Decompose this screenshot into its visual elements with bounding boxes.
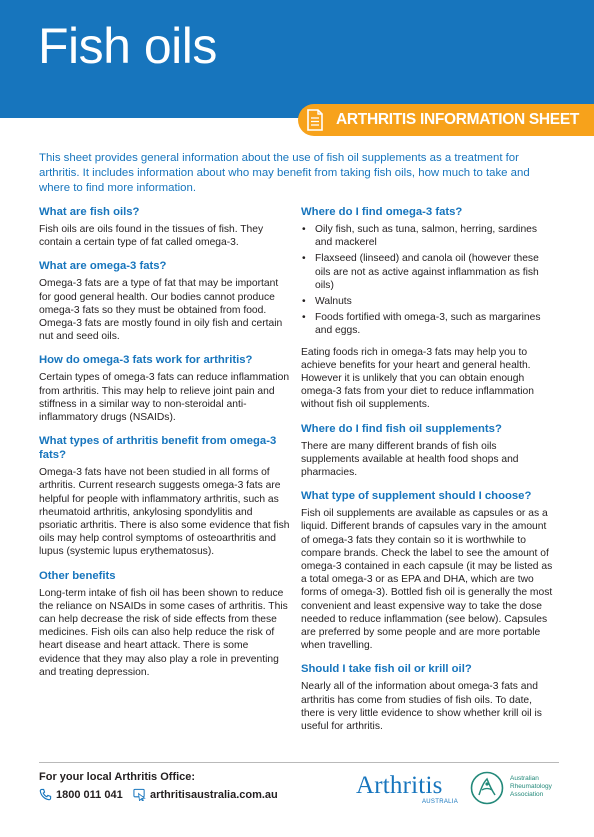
section-text: Nearly all of the information about omega-3 fats and arthritis has come from studies of fish oils. To date, there is very little evidence to show whether krill oil is useful for arthritis. [301, 681, 542, 733]
section-heading: Where do I find omega-3 fats? [301, 206, 463, 218]
list-item-text: Flaxseed (linseed) and canola oil (however these oils are not as active against inflammation as fish oils) [315, 253, 539, 291]
section-text: Omega-3 fats are a type of fat that may be important for good general health. Our bodies cannot produce omega-3 fats so they must be obtained from food. Omega-3 fats are mostly found in oily fish and certain nut and seed oils. [39, 278, 283, 343]
list-item [301, 295, 553, 308]
bullet: • [302, 253, 306, 265]
ara-emblem-icon [470, 771, 504, 805]
list-item-text: Walnuts [315, 296, 352, 308]
section-text: Eating foods rich in omega-3 fats may help you to achieve benefits for your heart and general health. However it is unlikely that you can obtain enough omega-3 fats from your diet to reduce inflammation without fish oil supplements. [301, 346, 534, 411]
page-title: Fish oils [38, 18, 217, 74]
phone-number: 1800 011 041 [56, 788, 123, 801]
bullet: • [302, 224, 306, 235]
banner-label: ARTHRITIS INFORMATION SHEET [336, 111, 580, 128]
document-icon [306, 109, 324, 131]
footer-label: For your local Arthritis Office: [39, 771, 196, 783]
ara-logo [470, 771, 580, 811]
section-heading: How do omega-3 fats work for arthritis? [39, 354, 253, 367]
web-pointer-icon [133, 788, 146, 801]
left-column [39, 205, 291, 689]
section-text: Fish oil supplements are available as capsules or as a liquid. Different brands of capsules vary in the amount of omega-3 fats they contain so it is worthwhile to compare brands. Check the label to see the amount of omega-3 contained in each capsule (it may be listed as a total omega-3 or as EPA and DHA, which are two forms of omega-3). Bottled fish oil is generally the most convenient and least expensive way to take the dose needed to reduce inflammation (see below). Capsules are preferred by some people and are more portable when travelling. [301, 508, 553, 652]
info-sheet-banner [298, 104, 594, 136]
section-heading: Where do I find fish oil supplements? [301, 422, 502, 435]
ara-line: Australian [510, 775, 539, 782]
arthritis-australia-logo [356, 772, 460, 810]
section-heading: What types of arthritis benefit from omega-3 fats? [39, 435, 277, 462]
section-heading: What are fish oils? [39, 206, 140, 218]
section-heading: Other benefits [39, 569, 116, 582]
intro-paragraph: This sheet provides general information about the use of fish oil supplements as a treatment for arthritis. It includes information about who may benefit from taking fish oils, how much to take and where to find more information. [39, 152, 530, 194]
logo-subtitle: AUSTRALIA [422, 799, 459, 805]
right-column [301, 205, 553, 743]
ara-line: Rheumatology [510, 783, 552, 790]
section-text: Long-term intake of fish oil has been shown to reduce the reliance on NSAIDs in some cases of arthritis. This can help decrease the risk of side effects from these medicines. Fish oils can also help reduce the risk of heart disease and heart attack. There is some evidence that they may also play a role in preventing and treating depression. [39, 587, 288, 678]
section-text: Certain types of omega-3 fats can reduce inflammation from arthritis. This may help to relieve joint pain and stiffness in a similar way to non-steroidal anti-inflammatory drugs (NSAIDs). [39, 372, 290, 424]
section-heading: What are omega-3 fats? [39, 260, 167, 273]
bullet: • [302, 312, 306, 324]
phone-contact[interactable] [39, 788, 123, 801]
header-band [0, 0, 594, 118]
list-item [301, 223, 553, 249]
ara-line: Association [510, 791, 544, 798]
section-text: Omega-3 fats have not been studied in all forms of arthritis. Current research suggests omega-3 fats are helpful for people with inflammatory arthritis, such as rheumatoid arthritis, ankylosing spondylitis and psoriatic arthritis. There is also some evidence that fish oils may help control symptoms of osteoarthritis and lupus (systemic lupus erythematosus). [39, 467, 290, 558]
list-item [301, 252, 553, 292]
section-text: There are many different brands of fish oils supplements available at health food shops and pharmacies. [301, 440, 519, 479]
footer-divider [39, 762, 559, 763]
list-item [301, 311, 553, 337]
bullet: • [302, 296, 306, 308]
list-item-text: Oily fish, such as tuna, salmon, herring, sardines and mackerel [315, 224, 538, 249]
phone-icon [39, 788, 52, 801]
ara-text [510, 775, 552, 799]
website-link[interactable] [133, 788, 278, 801]
website-url: arthritisaustralia.com.au [150, 788, 278, 801]
logo-wordmark: Arthritis [356, 772, 443, 799]
section-text: Fish oils are oils found in the tissues of fish. They contain a certain type of fat called omega-3. [39, 224, 264, 249]
section-heading: What type of supplement should I choose? [301, 490, 532, 503]
omega3-sources-list [301, 223, 553, 338]
list-item-text: Foods fortified with omega-3, such as margarines and eggs. [315, 312, 541, 337]
section-heading: Should I take fish oil or krill oil? [301, 663, 472, 676]
